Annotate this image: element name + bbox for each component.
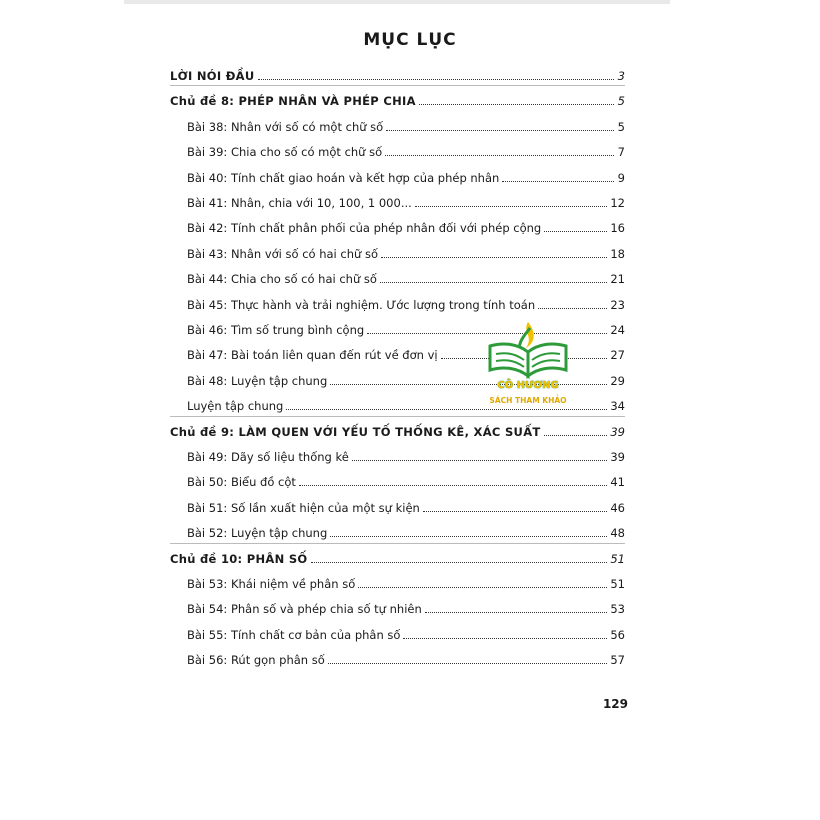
toc-entry-page: 18	[610, 246, 625, 261]
dot-leader	[311, 561, 608, 563]
toc-entry-title: Bài 56: Rút gọn phân số	[187, 653, 325, 668]
toc-entry-title: Bài 54: Phân số và phép chia số tự nhiên	[187, 602, 422, 617]
toc-entry	[187, 165, 625, 185]
dot-leader	[419, 103, 614, 105]
toc-entry	[187, 495, 625, 515]
toc-entry-title: Bài 43: Nhân với số có hai chữ số	[187, 246, 378, 261]
toc-entry-title: Chủ đề 10: PHÂN SỐ	[170, 551, 308, 566]
toc-entry-title: Luyện tập chung	[187, 399, 284, 414]
toc-entry-page: 7	[617, 145, 625, 160]
toc-entry	[187, 444, 625, 464]
toc-entry	[187, 622, 625, 642]
toc-entry-title: Bài 49: Dãy số liệu thống kê	[187, 450, 349, 464]
toc-entry-title: Bài 44: Chia cho số có hai chữ số	[187, 272, 377, 287]
toc-entry-page: 23	[610, 297, 625, 312]
section-divider	[170, 543, 625, 544]
toc-entry-page: 56	[610, 627, 625, 642]
dot-leader	[415, 205, 608, 207]
toc-entry	[187, 469, 625, 489]
dot-leader	[380, 281, 607, 283]
toc-entry-page: 21	[610, 272, 625, 287]
section-divider	[170, 85, 625, 86]
dot-leader	[544, 434, 608, 436]
toc-entry-page: 5	[617, 119, 625, 134]
toc-section-heading	[170, 88, 625, 108]
book-logo-icon	[478, 316, 578, 382]
toc-entry-page: 3	[617, 69, 625, 83]
toc-entry-page: 16	[610, 221, 625, 236]
logo-tagline: SÁCH THAM KHẢO	[489, 396, 567, 405]
toc-entry-page: 29	[610, 373, 625, 388]
toc-entry-title: Bài 42: Tính chất phân phối của phép nhân đối với phép cộng	[187, 221, 542, 236]
toc-section-heading	[170, 63, 625, 83]
toc-entry-page: 51	[610, 577, 625, 591]
toc-entry-title: Bài 39: Chia cho số có một chữ số	[187, 145, 383, 160]
toc-entry	[187, 571, 625, 591]
flame-icon	[526, 322, 534, 348]
dot-leader	[258, 78, 614, 80]
toc-entry-title: Bài 46: Tìm số trung bình cộng	[187, 323, 365, 337]
dot-leader	[330, 535, 607, 537]
toc-entry-page: 34	[610, 399, 625, 414]
toc-entry-page: 53	[610, 602, 625, 617]
toc-entry-page: 41	[610, 475, 625, 490]
toc-entry-page: 5	[617, 94, 625, 109]
toc-entry-page: 39	[610, 450, 625, 464]
dot-leader	[423, 510, 608, 512]
toc-entry-page: 24	[610, 323, 625, 337]
toc-entry-title: Bài 45: Thực hành và trải nghiệm. Ước lượng trong tính toán	[187, 297, 536, 312]
page-top-edge	[124, 0, 670, 4]
logo-name: CÔ HƯƠNG	[497, 380, 559, 391]
toc-entry	[187, 266, 625, 286]
toc-entry	[187, 215, 625, 235]
toc-entry-title: Bài 55: Tính chất cơ bản của phân số	[187, 627, 401, 642]
toc-entry	[187, 596, 625, 616]
dot-leader	[502, 180, 614, 182]
toc-section-heading	[170, 546, 625, 566]
dot-leader	[386, 129, 614, 131]
toc-entry-page: 51	[610, 551, 625, 566]
dot-leader	[544, 230, 607, 232]
toc-entry-title: Bài 48: Luyện tập chung	[187, 373, 328, 388]
toc-entry	[187, 114, 625, 134]
dot-leader	[403, 637, 607, 639]
toc-entry-title: Bài 38: Nhân với số có một chữ số	[187, 119, 384, 134]
page-title: MỤC LỤC	[363, 30, 457, 50]
toc-entry-page: 39	[610, 424, 625, 439]
page-number: 129	[602, 697, 628, 711]
dot-leader	[358, 586, 607, 588]
toc-entry	[187, 241, 625, 261]
toc-entry-title: Bài 51: Số lần xuất hiện của một sự kiện	[187, 500, 420, 515]
publisher-watermark	[478, 316, 578, 412]
dot-leader	[425, 611, 608, 613]
toc-entry-title: Bài 53: Khái niệm về phân số	[187, 577, 356, 591]
toc-entry-title: Bài 47: Bài toán liên quan đến rút về đơn vị	[187, 348, 438, 363]
toc-entry-page: 12	[610, 196, 625, 210]
toc-entry	[187, 190, 625, 210]
toc-entry-page: 9	[617, 170, 625, 185]
toc-entry-page: 27	[610, 348, 625, 363]
toc-section-heading	[170, 419, 625, 439]
dot-leader	[538, 307, 607, 309]
toc-entry-title: LỜI NÓI ĐẦU	[170, 69, 255, 83]
dot-leader	[328, 662, 608, 664]
toc-entry-title: Bài 52: Luyện tập chung	[187, 526, 328, 541]
toc-entry-title: Bài 40: Tính chất giao hoán và kết hợp của phép nhân	[187, 170, 500, 185]
section-divider	[170, 416, 625, 417]
toc-entry	[187, 139, 625, 159]
toc-entry	[187, 520, 625, 540]
toc-entry-title: Bài 41: Nhân, chia với 10, 100, 1 000...	[187, 196, 412, 210]
toc-entry-title: Bài 50: Biểu đồ cột	[187, 475, 296, 490]
toc-entry	[187, 292, 625, 312]
toc-entry-page: 48	[610, 526, 625, 541]
toc-entry-page: 57	[610, 653, 625, 668]
toc-entry-title: Chủ đề 9: LÀM QUEN VỚI YẾU TỐ THỐNG KÊ, XÁC SUẤT	[170, 424, 541, 439]
dot-leader	[385, 154, 614, 156]
toc-entry-page: 46	[610, 500, 625, 515]
dot-leader	[352, 459, 608, 461]
dot-leader	[381, 256, 607, 258]
toc-entry	[187, 647, 625, 667]
toc-entry-title: Chủ đề 8: PHÉP NHÂN VÀ PHÉP CHIA	[170, 94, 416, 109]
dot-leader	[299, 484, 607, 486]
